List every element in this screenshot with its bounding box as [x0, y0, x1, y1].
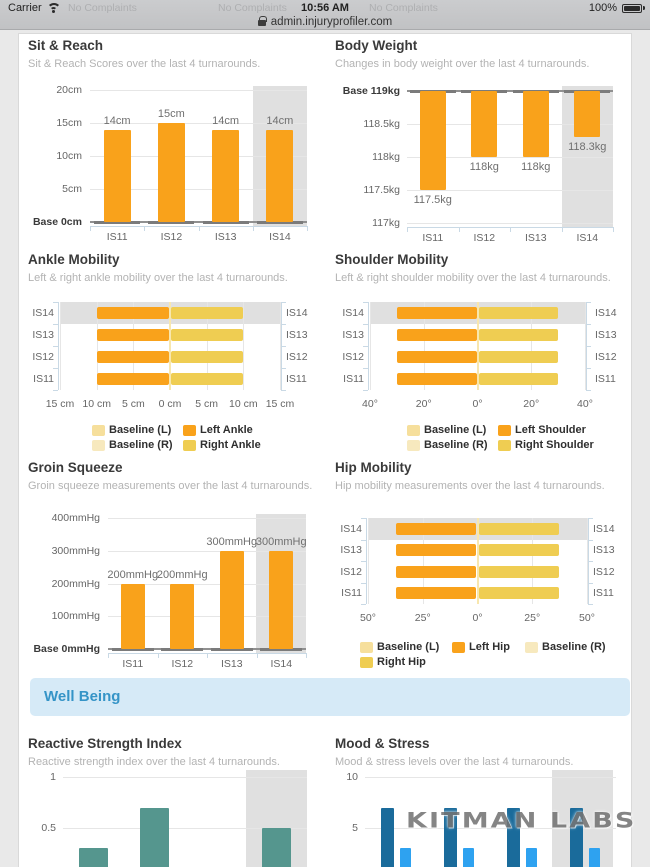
row-label-right: IS13 — [286, 329, 308, 341]
bar[interactable] — [97, 329, 169, 341]
y-axis-tick — [281, 346, 286, 347]
category-label: IS13 — [524, 232, 547, 244]
chart-ankle-mobility — [18, 252, 330, 451]
bar[interactable] — [104, 130, 131, 222]
bar[interactable] — [574, 91, 600, 137]
y-axis-tick — [586, 302, 591, 303]
grid-line — [90, 90, 307, 91]
legend-swatch — [360, 642, 373, 653]
y-axis-label: 300mmHg — [51, 544, 100, 557]
y-axis-tick — [588, 561, 593, 562]
chart-plot-area — [330, 80, 642, 242]
x-axis-label: 0° — [472, 398, 483, 410]
y-axis-label: 1 — [50, 771, 56, 783]
row-label-right: IS13 — [595, 329, 617, 341]
x-axis-tick — [562, 227, 563, 232]
row-label-right: IS13 — [593, 544, 615, 557]
y-axis-label: 5 — [352, 822, 358, 834]
row-label-left: IS14 — [342, 307, 364, 319]
chart-subtitle: Mood & stress levels over the last 4 turnarounds. — [335, 756, 574, 768]
legend-label: Baseline (L) — [377, 641, 440, 653]
bar[interactable] — [171, 373, 243, 385]
bar[interactable] — [397, 351, 477, 363]
y-axis-tick — [586, 368, 591, 369]
legend-label: Right Ankle — [200, 439, 261, 451]
legend-swatch — [92, 425, 105, 436]
chart-subtitle: Changes in body weight over the last 4 turnarounds. — [335, 58, 590, 70]
lock-icon — [258, 20, 266, 26]
y-axis-label: Base 119kg — [342, 85, 400, 97]
category-label: IS11 — [106, 231, 128, 243]
grid-line — [370, 302, 371, 390]
section-header-well-being: Well Being — [30, 678, 630, 716]
bar[interactable] — [269, 551, 293, 649]
legend-swatch — [407, 440, 420, 451]
x-axis-tick — [144, 226, 145, 231]
x-axis-label: 0 cm — [158, 398, 182, 410]
value-label: 15cm — [157, 108, 185, 120]
row-label-right: IS14 — [286, 307, 308, 319]
legend-swatch — [525, 642, 538, 653]
y-axis-tick — [363, 390, 368, 391]
y-axis-tick — [53, 324, 58, 325]
y-axis-label: 15cm — [56, 117, 82, 129]
bar[interactable] — [479, 523, 559, 535]
bar[interactable] — [396, 523, 476, 535]
x-axis-tick — [253, 226, 254, 231]
row-label-right: IS12 — [286, 351, 308, 363]
row-label-left: IS14 — [32, 307, 54, 319]
chart-body-weight — [330, 38, 642, 244]
url-bar[interactable] — [0, 13, 650, 30]
bar[interactable] — [479, 544, 559, 556]
x-axis-tick — [306, 653, 307, 658]
chart-title: Ankle Mobility — [28, 252, 120, 267]
x-axis-tick — [158, 653, 159, 658]
y-axis-label: 100mmHg — [51, 610, 100, 623]
ghost-text: No Complaints — [218, 2, 287, 14]
y-axis-label: 20cm — [56, 84, 82, 96]
row-label-left: IS13 — [342, 329, 364, 341]
bar[interactable] — [479, 307, 559, 319]
row-label-left: IS13 — [32, 329, 54, 341]
y-axis-tick — [53, 368, 58, 369]
value-label: 117.5kg — [413, 194, 452, 206]
value-label: 200mmHg — [107, 568, 159, 581]
y-axis-tick — [361, 518, 366, 519]
y-axis-tick — [588, 604, 593, 605]
bar[interactable] — [212, 130, 239, 222]
value-label: 200mmHg — [156, 568, 208, 581]
bar[interactable] — [397, 329, 477, 341]
status-bar — [0, 0, 650, 30]
chart-title: Sit & Reach — [28, 38, 104, 53]
category-label: IS11 — [422, 232, 444, 244]
y-axis-line — [58, 302, 59, 390]
ghost-text: No Complaints — [369, 2, 438, 14]
category-label: IS13 — [220, 658, 243, 670]
chart-plot-area — [18, 502, 330, 677]
y-axis-tick — [586, 324, 591, 325]
y-axis-line — [366, 518, 367, 604]
x-axis-label: 25° — [414, 612, 431, 624]
y-axis-tick — [586, 390, 591, 391]
chart-plot-area — [18, 80, 330, 242]
bar[interactable] — [140, 808, 169, 867]
bar[interactable] — [171, 307, 243, 319]
value-label: 300mmHg — [255, 535, 307, 548]
chart-sit-reach — [18, 38, 330, 243]
bar[interactable] — [396, 544, 476, 556]
legend-label: Left Shoulder — [515, 424, 586, 436]
legend-swatch — [452, 642, 465, 653]
legend-swatch — [498, 440, 511, 451]
y-axis-tick — [363, 302, 368, 303]
category-label: IS11 — [122, 658, 144, 670]
x-axis-tick — [307, 226, 308, 231]
bar[interactable] — [479, 373, 559, 385]
bar[interactable] — [396, 587, 476, 599]
bar[interactable] — [121, 584, 145, 650]
x-axis-tick — [90, 226, 91, 231]
row-label-right: IS12 — [593, 565, 615, 578]
carrier-text: Carrier — [8, 2, 42, 14]
row-label-left: IS11 — [343, 373, 364, 385]
legend-label: Right Hip — [377, 656, 426, 668]
kitman-labs-watermark: KITMAN LABS — [406, 808, 637, 834]
legend-swatch — [183, 440, 196, 451]
y-axis-tick — [281, 368, 286, 369]
x-axis-label: 15 cm — [265, 398, 295, 410]
row-label-right: IS11 — [286, 373, 307, 385]
bar[interactable] — [97, 373, 169, 385]
row-label-left: IS11 — [341, 587, 362, 600]
bar[interactable] — [479, 329, 559, 341]
x-axis-tick — [199, 226, 200, 231]
category-label: IS14 — [270, 658, 293, 670]
battery-icon — [622, 4, 642, 13]
row-label-left: IS14 — [340, 522, 362, 535]
value-label: 14cm — [266, 114, 294, 127]
value-label: 118.3kg — [568, 141, 607, 154]
y-axis-tick — [588, 518, 593, 519]
row-label-left: IS13 — [340, 544, 362, 557]
x-axis-label: 0° — [472, 612, 483, 624]
y-axis-tick — [363, 346, 368, 347]
legend-swatch — [183, 425, 196, 436]
y-axis-label: 117kg — [372, 217, 400, 229]
y-axis-label: 10cm — [56, 150, 82, 162]
bar[interactable] — [526, 848, 537, 867]
legend-label: Baseline (R) — [109, 439, 173, 451]
y-axis-tick — [53, 390, 58, 391]
legend-swatch — [498, 425, 511, 436]
bar[interactable] — [589, 848, 600, 867]
bar[interactable] — [266, 130, 293, 222]
category-label: IS12 — [473, 232, 496, 244]
y-axis-label: 117.5kg — [363, 184, 400, 196]
grid-line — [368, 518, 369, 604]
bar[interactable] — [381, 808, 394, 867]
row-label-right: IS14 — [593, 522, 615, 535]
x-axis-tick — [257, 653, 258, 658]
bar[interactable] — [397, 373, 477, 385]
ghost-text: No Complaints — [68, 2, 137, 14]
legend-label: Right Shoulder — [515, 439, 594, 451]
bar[interactable] — [400, 848, 411, 867]
legend-swatch — [360, 657, 373, 668]
bar[interactable] — [97, 351, 169, 363]
legend-swatch — [92, 440, 105, 451]
bar[interactable] — [479, 587, 559, 599]
x-axis-label: 20° — [415, 398, 432, 410]
y-axis-label: 118kg — [372, 151, 400, 163]
grid-line — [108, 518, 306, 519]
bar[interactable] — [97, 307, 169, 319]
url-text: admin.injuryprofiler.com — [270, 15, 393, 28]
value-label: 14cm — [103, 114, 131, 127]
value-label: 14cm — [212, 114, 240, 127]
grid-line — [63, 777, 307, 778]
chart-subtitle: Reactive strength index over the last 4 turnarounds. — [28, 756, 280, 768]
x-axis-tick — [108, 653, 109, 658]
y-axis-tick — [281, 324, 286, 325]
chart-shoulder-mobility — [330, 252, 642, 451]
x-axis-label: 10 cm — [82, 398, 111, 410]
x-axis-label: 50° — [579, 612, 595, 624]
chart-subtitle: Hip mobility measurements over the last 4 turnarounds. — [335, 480, 605, 492]
category-label: IS12 — [171, 658, 194, 670]
row-label-right: IS11 — [595, 373, 616, 385]
legend-label: Baseline (L) — [424, 424, 487, 436]
legend-label: Left Hip — [469, 641, 510, 653]
row-label-left: IS12 — [340, 565, 362, 578]
x-axis-label: 40° — [362, 398, 378, 410]
row-label-right: IS12 — [595, 351, 617, 363]
chart-plot-area — [330, 294, 642, 459]
bar[interactable] — [523, 91, 549, 157]
bar[interactable] — [471, 91, 497, 157]
grid-line — [365, 777, 616, 778]
bar[interactable] — [420, 91, 446, 190]
legend-label: Baseline (R) — [424, 439, 488, 451]
y-axis-tick — [281, 302, 286, 303]
legend-swatch — [407, 425, 420, 436]
category-label: IS14 — [269, 231, 291, 243]
y-axis-tick — [361, 561, 366, 562]
y-axis-label: 0.5 — [41, 822, 56, 834]
bar[interactable] — [463, 848, 474, 867]
bar[interactable] — [396, 566, 476, 578]
chart-title: Hip Mobility — [335, 460, 412, 475]
x-axis-label: 10 cm — [229, 398, 258, 410]
row-label-left: IS12 — [32, 351, 54, 363]
chart-title: Groin Squeeze — [28, 460, 123, 475]
chart-plot-area — [330, 502, 642, 677]
chart-title: Reactive Strength Index — [28, 736, 182, 751]
y-axis-tick — [588, 583, 593, 584]
y-axis-tick — [53, 346, 58, 347]
bar[interactable] — [158, 123, 185, 222]
y-axis-tick — [588, 540, 593, 541]
chart-reactive-strength-index — [18, 736, 330, 834]
grid-line — [60, 302, 61, 390]
y-axis-label: 400mmHg — [51, 512, 100, 524]
x-axis-label: 5 cm — [121, 398, 145, 410]
x-axis-tick — [613, 227, 614, 232]
chart-mood-stress — [330, 736, 642, 834]
x-axis-label: 40° — [577, 398, 593, 410]
y-axis-tick — [363, 368, 368, 369]
x-axis-tick — [459, 227, 460, 232]
chart-subtitle: Left & right shoulder mobility over the last 4 turnarounds. — [335, 272, 611, 284]
category-label: IS14 — [576, 232, 599, 244]
bar[interactable] — [79, 848, 108, 867]
row-label-left: IS11 — [33, 373, 54, 385]
bar[interactable] — [397, 307, 477, 319]
y-axis-label: 200mmHg — [51, 577, 100, 590]
y-axis-tick — [361, 604, 366, 605]
y-axis-tick — [361, 540, 366, 541]
y-axis-label: Base 0mmHg — [33, 643, 100, 655]
x-axis-label: 20° — [523, 398, 540, 410]
chart-title: Mood & Stress — [335, 736, 430, 751]
bar[interactable] — [171, 329, 243, 341]
chart-subtitle: Left & right ankle mobility over the last 4 turnarounds. — [28, 272, 288, 284]
legend-label: Left Ankle — [200, 424, 253, 436]
clock: 10:56 AM — [301, 2, 349, 14]
bar[interactable] — [171, 351, 243, 363]
chart-subtitle: Groin squeeze measurements over the last 4 turnarounds. — [28, 480, 313, 492]
y-axis-tick — [281, 390, 286, 391]
x-axis-label: 50° — [360, 612, 376, 624]
grid-line — [243, 302, 244, 390]
grid-line — [407, 190, 613, 191]
x-axis-tick — [207, 653, 208, 658]
chart-hip-mobility — [330, 460, 642, 668]
grid-line — [407, 223, 613, 224]
y-axis-label: 10 — [346, 771, 358, 783]
y-axis-label: 118.5kg — [363, 118, 400, 130]
chart-groin-squeeze — [18, 460, 330, 670]
chart-plot-area — [18, 294, 330, 459]
x-axis-label: 5 cm — [195, 398, 219, 410]
y-axis-line — [368, 302, 369, 390]
value-label: 118kg — [521, 161, 551, 173]
bar[interactable] — [220, 551, 244, 649]
y-axis-tick — [53, 302, 58, 303]
y-axis-label: 5cm — [62, 183, 82, 195]
bar[interactable] — [479, 566, 559, 578]
x-axis-label: 15 cm — [45, 398, 75, 410]
category-label: IS12 — [160, 231, 183, 243]
y-axis-tick — [586, 346, 591, 347]
y-axis-tick — [361, 583, 366, 584]
battery-percent: 100% — [588, 2, 617, 14]
x-axis-tick — [407, 227, 408, 232]
status-bar-row — [0, 0, 650, 14]
row-label-right: IS11 — [593, 587, 614, 600]
value-label: 118kg — [469, 161, 499, 173]
chart-title: Shoulder Mobility — [335, 252, 449, 267]
x-axis-tick — [510, 227, 511, 232]
chart-subtitle: Sit & Reach Scores over the last 4 turnarounds. — [28, 58, 261, 70]
y-axis-label: Base 0cm — [32, 216, 82, 228]
chart-plot-area — [330, 766, 642, 867]
y-axis-tick — [363, 324, 368, 325]
value-label: 300mmHg — [206, 535, 258, 548]
chart-title: Body Weight — [335, 38, 418, 53]
row-label-left: IS12 — [342, 351, 364, 363]
row-label-right: IS14 — [595, 307, 617, 319]
bar[interactable] — [170, 584, 194, 650]
legend-label: Baseline (L) — [109, 424, 172, 436]
category-label: IS13 — [214, 231, 237, 243]
legend-label: Baseline (R) — [542, 641, 606, 653]
bar[interactable] — [479, 351, 559, 363]
x-axis-label: 25° — [524, 612, 541, 624]
